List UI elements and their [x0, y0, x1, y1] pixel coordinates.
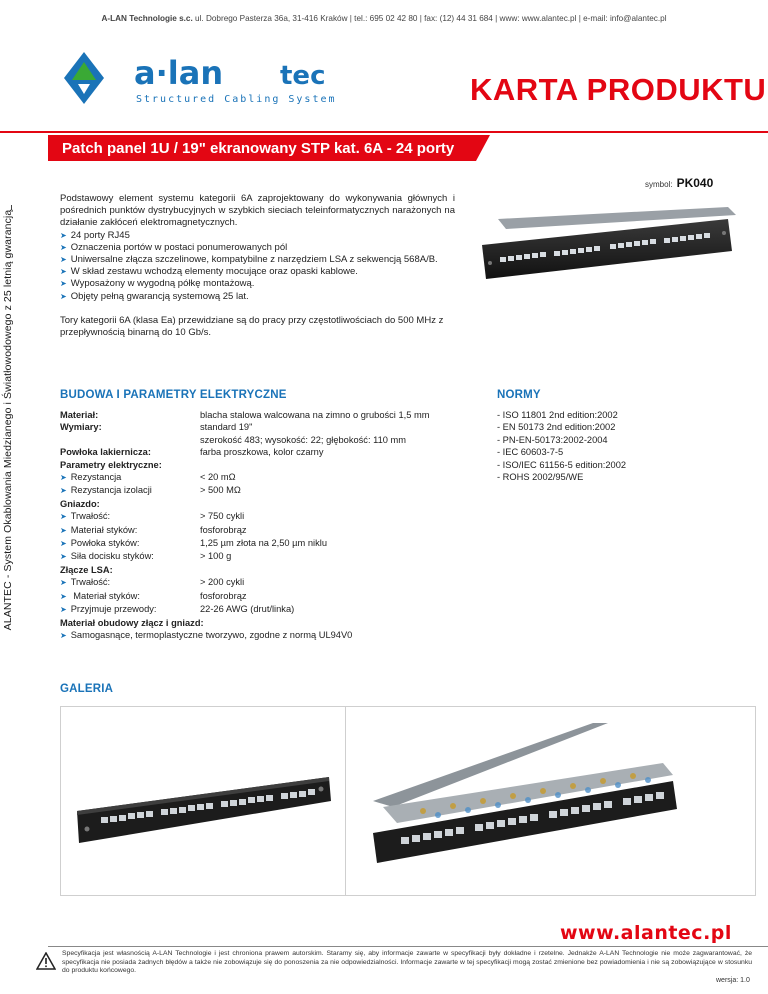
table-row: [60, 498, 460, 510]
intro-paragraph-2: Tory kategorii 6A (klasa Ea) przewidziane są do pracy przy częstotliwościach do 500 MHz z przepływnością binarną do 10 Gb/s.: [60, 315, 444, 339]
param-label: ➤ Siła docisku styków:: [60, 550, 200, 563]
side-rule-top: [11, 205, 12, 210]
patch-panel-image: [478, 205, 740, 285]
symbol-label: symbol:: [645, 180, 673, 189]
list-item: - ISO 11801 2nd edition:2002: [497, 410, 618, 420]
param-label: ➤ Materiał styków:: [60, 524, 200, 537]
param-value: standard 19": [200, 422, 253, 433]
contact-line: [0, 14, 768, 23]
param-value: szerokość 483; wysokość: 22; głębokość: 110 mm: [200, 434, 407, 445]
list-item: - ISO/IEC 61156-5 edition:2002: [497, 459, 627, 470]
param-label: Powłoka lakiernicza:: [60, 447, 151, 458]
param-label: ➤ Rezystancja: [60, 471, 200, 484]
page-heading: KARTA PRODUKTU: [470, 72, 767, 107]
list-item: ➤ Oznaczenia portów w postaci ponumerowanych pól: [60, 242, 455, 254]
table-row: [60, 409, 460, 421]
param-label: Materiał:: [60, 410, 99, 420]
table-row: [60, 550, 460, 563]
feature-list: [60, 230, 455, 303]
company-name: A-LAN Technologie s.c.: [101, 14, 193, 23]
param-label: ➤ Rezystancja izolacji: [60, 484, 200, 497]
param-label: ➤ Trwałość:: [60, 510, 200, 523]
contact-details: ul. Dobrego Pasterza 36a, 31-416 Kraków | tel.: 695 02 42 80 | fax: (12) 44 31 684 | www: www.alantec.pl | e-mail: info@alantec.pl: [195, 14, 667, 23]
param-label: ➤ Powłoka styków:: [60, 537, 200, 550]
side-banner: [2, 210, 14, 630]
param-group-label: Złącze LSA:: [60, 564, 113, 575]
param-value: ➤ Samogasnące, termoplastyczne tworzywo, zgodne z normą UL94V0: [60, 629, 352, 642]
logo-suffix: tec: [280, 61, 326, 91]
gallery-divider: [345, 706, 346, 896]
param-group-label: Materiał obudowy złącz i gniazd:: [60, 617, 204, 628]
table-row: [60, 484, 460, 497]
website-link[interactable]: www.alantec.pl: [560, 922, 732, 944]
table-row: [60, 459, 460, 471]
param-value: blacha stalowa walcowana na zimno o grubości 1,5 mm: [200, 410, 430, 420]
product-title: Patch panel 1U / 19" ekranowany STP kat. 6A - 24 porty: [48, 135, 476, 161]
gallery-frame: [60, 706, 756, 896]
table-row: [60, 524, 460, 537]
table-row: [60, 434, 460, 446]
list-item: - PN-EN-50173:2002-2004: [497, 434, 608, 445]
header-rule: [0, 131, 768, 133]
gallery-image-front: [71, 747, 336, 857]
table-row: [60, 629, 460, 642]
table-row: [60, 617, 460, 629]
param-value: fosforobrąz: [200, 524, 247, 535]
title-bar-tail: [476, 135, 490, 161]
table-row: [60, 603, 460, 616]
product-symbol: [645, 176, 713, 190]
param-group-label: Parametry elektryczne:: [60, 459, 162, 470]
warning-icon: [36, 952, 56, 970]
standards-list: [497, 409, 737, 483]
param-value: > 100 g: [200, 551, 232, 562]
footer-rule: [48, 946, 768, 947]
table-row: [60, 421, 460, 433]
param-value: > 200 cykli: [200, 577, 245, 588]
logo-tagline: Structured Cabling System: [136, 94, 337, 105]
intro-section: [60, 193, 455, 303]
param-value: < 20 mΩ: [200, 472, 236, 483]
param-label: ➤ Przyjmuje przewody:: [60, 603, 200, 616]
table-row: [60, 510, 460, 523]
param-value: 1,25 µm złota na 2,50 µm niklu: [200, 538, 327, 549]
list-item: - ROHS 2002/95/WE: [497, 472, 584, 483]
list-item: - IEC 60603-7-5: [497, 447, 564, 458]
param-label: Wymiary:: [60, 422, 102, 433]
list-item: - EN 50173 2nd edition:2002: [497, 422, 616, 433]
table-row: [60, 590, 460, 603]
section-heading-budowa: BUDOWA I PARAMETRY ELEKTRYCZNE: [60, 389, 287, 401]
param-value: 22-26 AWG (drut/linka): [200, 604, 295, 615]
table-row: [60, 471, 460, 484]
logo-graphic: [60, 48, 390, 108]
param-value: fosforobrąz: [200, 590, 247, 601]
intro-paragraph: Podstawowy element systemu kategorii 6A zaprojektowany do wykonywania głównych i pośrednich punktów dystrybucyjnych w szybkich sieciach teleinformatycznych narażonych na działanie zakłóceń elektromagnetycznych.: [60, 193, 455, 229]
symbol-value: PK040: [676, 176, 714, 190]
param-value: > 500 MΩ: [200, 485, 241, 496]
list-item: ➤ Uniwersalne złącza szczelinowe, kompatybilne z narzędziem LSA z sekwencją 568A/B.: [60, 254, 455, 266]
table-row: [60, 576, 460, 589]
table-row: [60, 446, 460, 458]
list-item: ➤ Objęty pełną gwarancją systemową 25 lat.: [60, 291, 455, 303]
table-row: [60, 564, 460, 576]
version-label: wersja: 1.0: [716, 977, 750, 984]
param-value: farba proszkowa, kolor czarny: [200, 447, 324, 458]
parameters-table: [60, 409, 460, 642]
footer-disclaimer: Specyfikacja jest własnością A-LAN Technologie i jest chroniona prawem autorskim. Staramy się, aby informacje zawarte w specyfikacji były dokładne i rzetelne. Jednakże A-LAN Technologie nie może zagwarantować, że specyfikacja nie posiada żadnych błędów a także nie zobowiązuje się do ponoszenia za nie odpowiedzialności. Informacje zawarte w tej specyfikacji mogą zostać zmienione bez powiadomienia i nie są zobowiązujące w stosunku do produktu końcowego.: [62, 950, 752, 975]
gallery-image-back: [353, 711, 748, 891]
param-value: > 750 cykli: [200, 511, 245, 522]
param-label: ➤ Materiał styków:: [60, 590, 200, 603]
alantec-logo: [60, 48, 390, 108]
table-row: [60, 537, 460, 550]
section-heading-galeria: GALERIA: [60, 683, 114, 695]
logo-brand: a·lan: [134, 54, 224, 92]
product-photo: [478, 205, 740, 285]
side-text: ALANTEC - System Okablowania Miedzianego i Światłowodowego z 25 letnią gwarancją: [2, 209, 14, 631]
section-heading-normy: NORMY: [497, 389, 541, 401]
list-item: ➤ 24 porty RJ45: [60, 230, 455, 242]
list-item: ➤ W skład zestawu wchodzą elementy mocujące oraz opaski kablowe.: [60, 266, 455, 278]
param-label: ➤ Trwałość:: [60, 576, 200, 589]
list-item: ➤ Wyposażony w wygodną półkę montażową.: [60, 278, 455, 290]
param-group-label: Gniazdo:: [60, 498, 100, 509]
